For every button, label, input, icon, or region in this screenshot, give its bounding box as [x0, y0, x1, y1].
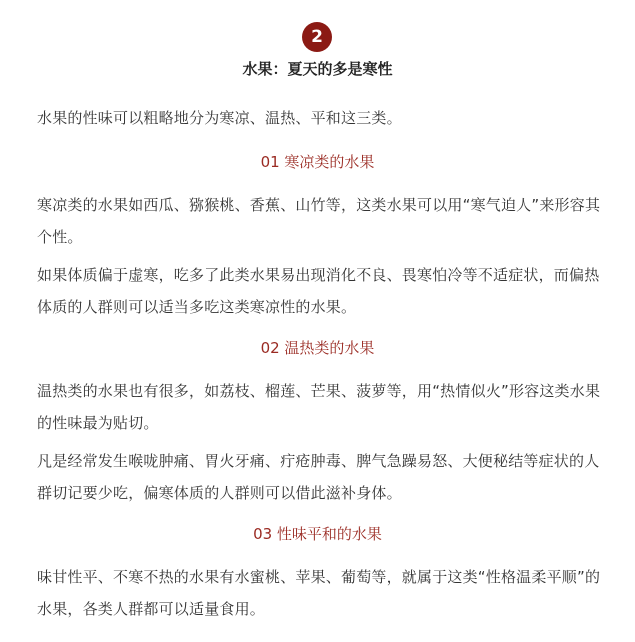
subheading-cold-fruits: 01 寒凉类的水果 [260, 153, 375, 171]
paragraph-neutral-fruits-1: 味甘性平、不寒不热的水果有水蜜桃、苹果、葡萄等，就属于这类“性格温柔平顺”的水果，各类人群都可以适量食用。 [37, 568, 601, 618]
subheading-warm-fruits: 02 温热类的水果 [260, 339, 375, 357]
subheading-neutral-fruits: 03 性味平和的水果 [253, 525, 382, 543]
intro-paragraph: 水果的性味可以粗略地分为寒凉、温热、平和这三类。 [37, 109, 402, 127]
section-title: 水果：夏天的多是寒性 [242, 60, 393, 78]
paragraph-cold-fruits-2: 如果体质偏于虚寒，吃多了此类水果易出现消化不良、畏寒怕冷等不适症状，而偏热体质的人群则可以适当多吃这类寒凉性的水果。 [37, 266, 600, 316]
section-number-badge: 2 [302, 22, 332, 52]
paragraph-warm-fruits-1: 温热类的水果也有很多，如荔枝、榴莲、芒果、菠萝等，用“热情似火”形容这类水果的性味最为贴切。 [37, 382, 601, 432]
paragraph-cold-fruits-1: 寒凉类的水果如西瓜、猕猴桃、香蕉、山竹等，这类水果可以用“寒气迫人”来形容其个性。 [37, 196, 601, 246]
paragraph-warm-fruits-2: 凡是经常发生喉咙肿痛、胃火牙痛、疔疮肿毒、脾气急躁易怒、大便秘结等症状的人群切记要少吃，偏寒体质的人群则可以借此滋补身体。 [37, 452, 600, 502]
